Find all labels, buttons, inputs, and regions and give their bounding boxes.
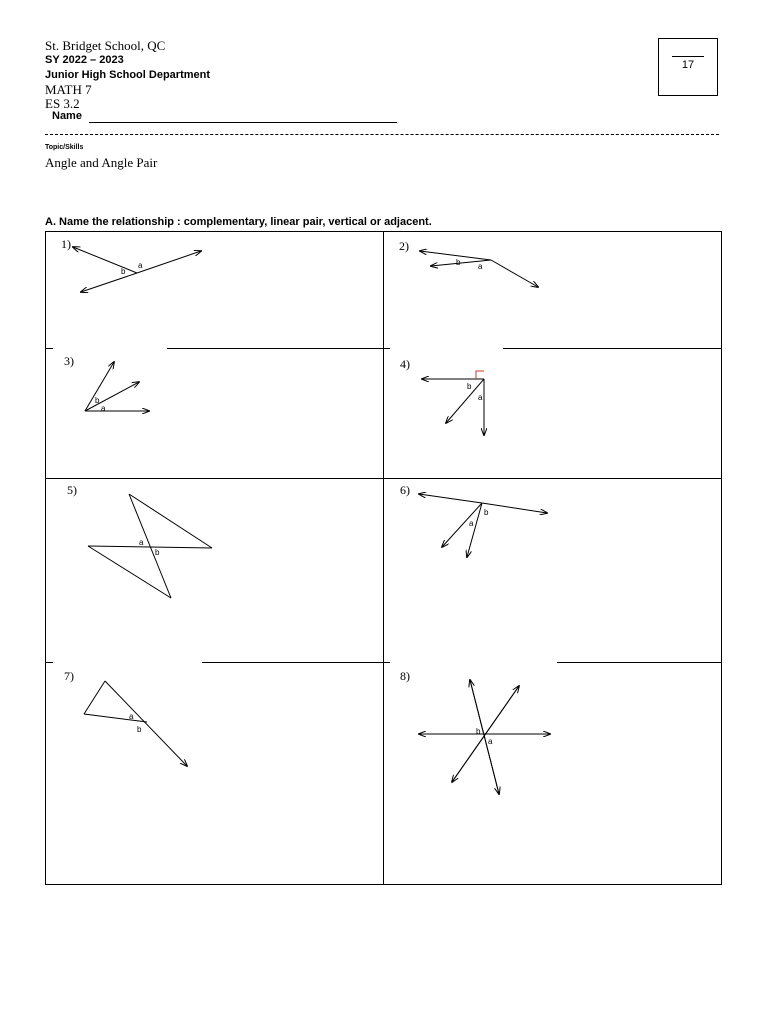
- angle-label: b: [456, 258, 461, 267]
- angle-label: b: [484, 508, 489, 517]
- angle-label: b: [121, 267, 126, 276]
- instruction-text: A. Name the relationship : complementary, linear pair, vertical or adjacent.: [45, 216, 432, 228]
- problem-3: [64, 354, 149, 413]
- angle-label: b: [476, 727, 481, 736]
- problem-number: 2): [399, 239, 409, 253]
- problem-number: 8): [400, 669, 410, 683]
- es-code: ES 3.2: [45, 96, 80, 111]
- grid-lines: [45, 231, 722, 885]
- angle-label: b: [95, 396, 100, 405]
- problem-5: [67, 483, 212, 598]
- problem-7: [64, 669, 187, 766]
- score-total: 17: [681, 59, 695, 71]
- problem-grid: [45, 231, 722, 885]
- angle-label: a: [478, 393, 483, 402]
- department: Junior High School Department: [45, 69, 211, 81]
- problem-number: 6): [400, 483, 410, 497]
- school-year: SY 2022 – 2023: [45, 54, 124, 66]
- topic-text: Angle and Angle Pair: [45, 155, 158, 170]
- problem-2: [399, 239, 538, 287]
- angle-label: a: [488, 737, 493, 746]
- problem-number: 5): [67, 483, 77, 497]
- angle-label: b: [467, 382, 472, 391]
- topic-label: Topic/Skills: [45, 144, 84, 151]
- problem-number: 4): [400, 357, 410, 371]
- score-blank[interactable]: [672, 56, 704, 57]
- dashed-separator: [45, 134, 719, 135]
- problem-8: [400, 669, 550, 794]
- angle-label: b: [155, 548, 160, 557]
- right-angle-marker: [476, 371, 484, 379]
- school-name: St. Bridget School, QC: [45, 38, 166, 53]
- angle-label: a: [129, 712, 134, 721]
- name-field[interactable]: [89, 122, 397, 123]
- angle-label: b: [137, 725, 142, 734]
- angle-label: a: [139, 538, 144, 547]
- subject: MATH 7: [45, 82, 92, 97]
- problem-1: [61, 237, 201, 292]
- problem-number: 1): [61, 237, 71, 251]
- problem-number: 7): [64, 669, 74, 683]
- angle-label: a: [469, 519, 474, 528]
- name-label: Name: [52, 110, 82, 122]
- problem-6: [400, 483, 547, 557]
- problem-4: [400, 357, 484, 435]
- angle-label: a: [101, 404, 106, 413]
- problem-number: 3): [64, 354, 74, 368]
- angle-label: a: [478, 262, 483, 271]
- angle-label: a: [138, 261, 143, 270]
